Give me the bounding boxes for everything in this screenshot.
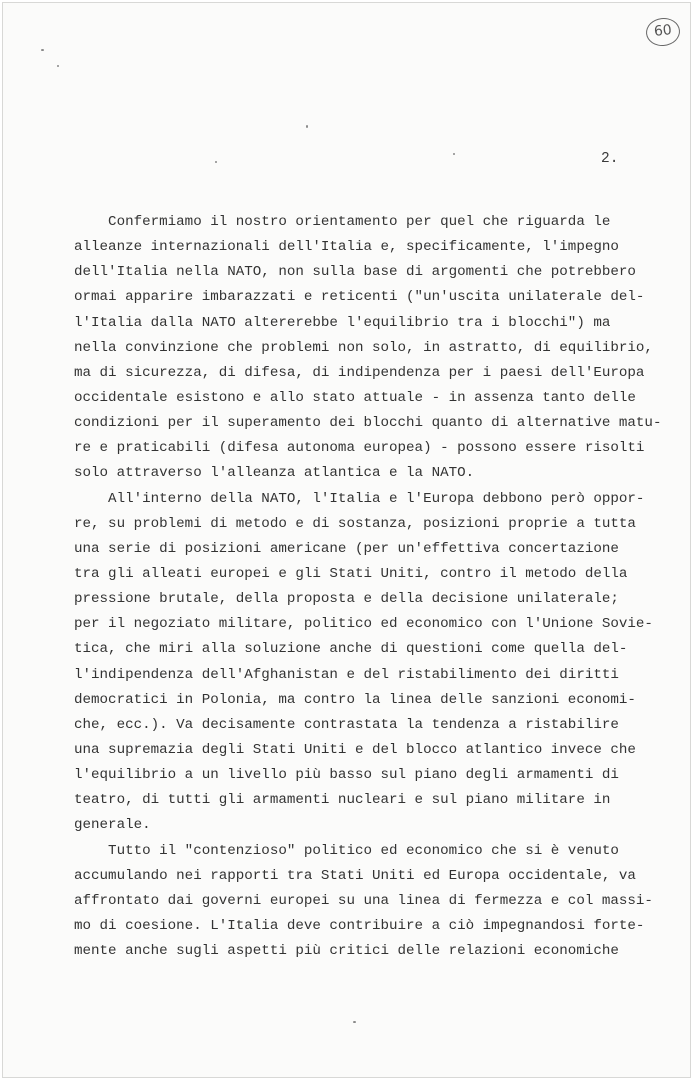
text-line: ormai apparire imbarazzati e reticenti ("un'uscita unilaterale del- [74,289,645,306]
text-line: Confermiamo il nostro orientamento per quel che riguarda le [74,214,611,230]
text-line: una serie di posizioni americane (per un'effettiva concertazione [74,540,619,557]
text-line: mente anche sugli aspetti più critici delle relazioni economiche [74,943,619,960]
text-line: tica, che miri alla soluzione anche di questioni come quella del- [74,641,628,658]
text-line: per il negoziato militare, politico ed economico con l'Unione Sovie- [74,616,653,633]
text-line: re, su problemi di metodo e di sostanza, posizioni proprie a tutta [74,515,636,532]
text-line: All'interno della NATO, l'Italia e l'Europa debbono però oppor- [74,490,645,507]
text-line: l'Italia dalla NATO altererebbe l'equilibrio tra i blocchi") ma [74,314,611,331]
text-line: occidentale esistono e allo stato attuale - in assenza tanto delle [74,389,636,406]
text-line: nella convinzione che problemi non solo, in astratto, di equilibrio, [74,339,653,356]
text-line: tra gli alleati europei e gli Stati Uniti, contro il metodo della [74,565,628,582]
page-number: 2. [601,151,619,167]
paper-speck [57,65,59,67]
text-line: che, ecc.). Va decisamente contrastata la tendenza a ristabilire [74,716,619,733]
document-page [2,2,691,1078]
text-line: pressione brutale, della proposta e della decisione unilaterale; [74,591,619,608]
text-line: accumulando nei rapporti tra Stati Uniti ed Europa occidentale, va [74,867,636,884]
text-line: ma di sicurezza, di difesa, di indipendenza per i paesi dell'Europa [74,364,645,381]
text-line: democratici in Polonia, ma contro la linea delle sanzioni economi- [74,691,636,708]
text-line: solo attraverso l'alleanza atlantica e la NATO. [74,465,475,482]
text-line: alleanze internazionali dell'Italia e, specificamente, l'impegno [74,239,619,256]
text-line: una supremazia degli Stati Uniti e del blocco atlantico invece che [74,741,636,758]
text-line: affrontato dai governi europei su una linea di fermezza e col massi- [74,892,653,909]
text-line: l'indipendenza dell'Afghanistan e del ristabilimento dei diritti [74,666,619,683]
paper-speck [353,1021,356,1023]
paper-speck [41,49,44,51]
text-line: teatro, di tutti gli armamenti nucleari e sul piano militare in [74,792,611,809]
text-line: re e praticabili (difesa autonoma europea) - possono essere risolti [74,440,645,457]
text-line: Tutto il "contenzioso" politico ed economico che si è venuto [74,842,619,859]
archive-stamp: 60 [645,16,682,47]
text-line: dell'Italia nella NATO, non sulla base di argomenti che potrebbero [74,264,636,281]
paper-speck [453,153,455,155]
document-body [74,210,684,964]
text-line: mo di coesione. L'Italia deve contribuire a ciò impegnandosi forte- [74,917,645,934]
text-line: l'equilibrio a un livello più basso sul piano degli armamenti di [74,767,619,784]
text-line: condizioni per il superamento dei blocchi quanto di alternative matu- [74,415,662,432]
paper-speck [306,125,308,128]
paper-speck [215,161,217,163]
text-line: generale. [74,817,151,834]
